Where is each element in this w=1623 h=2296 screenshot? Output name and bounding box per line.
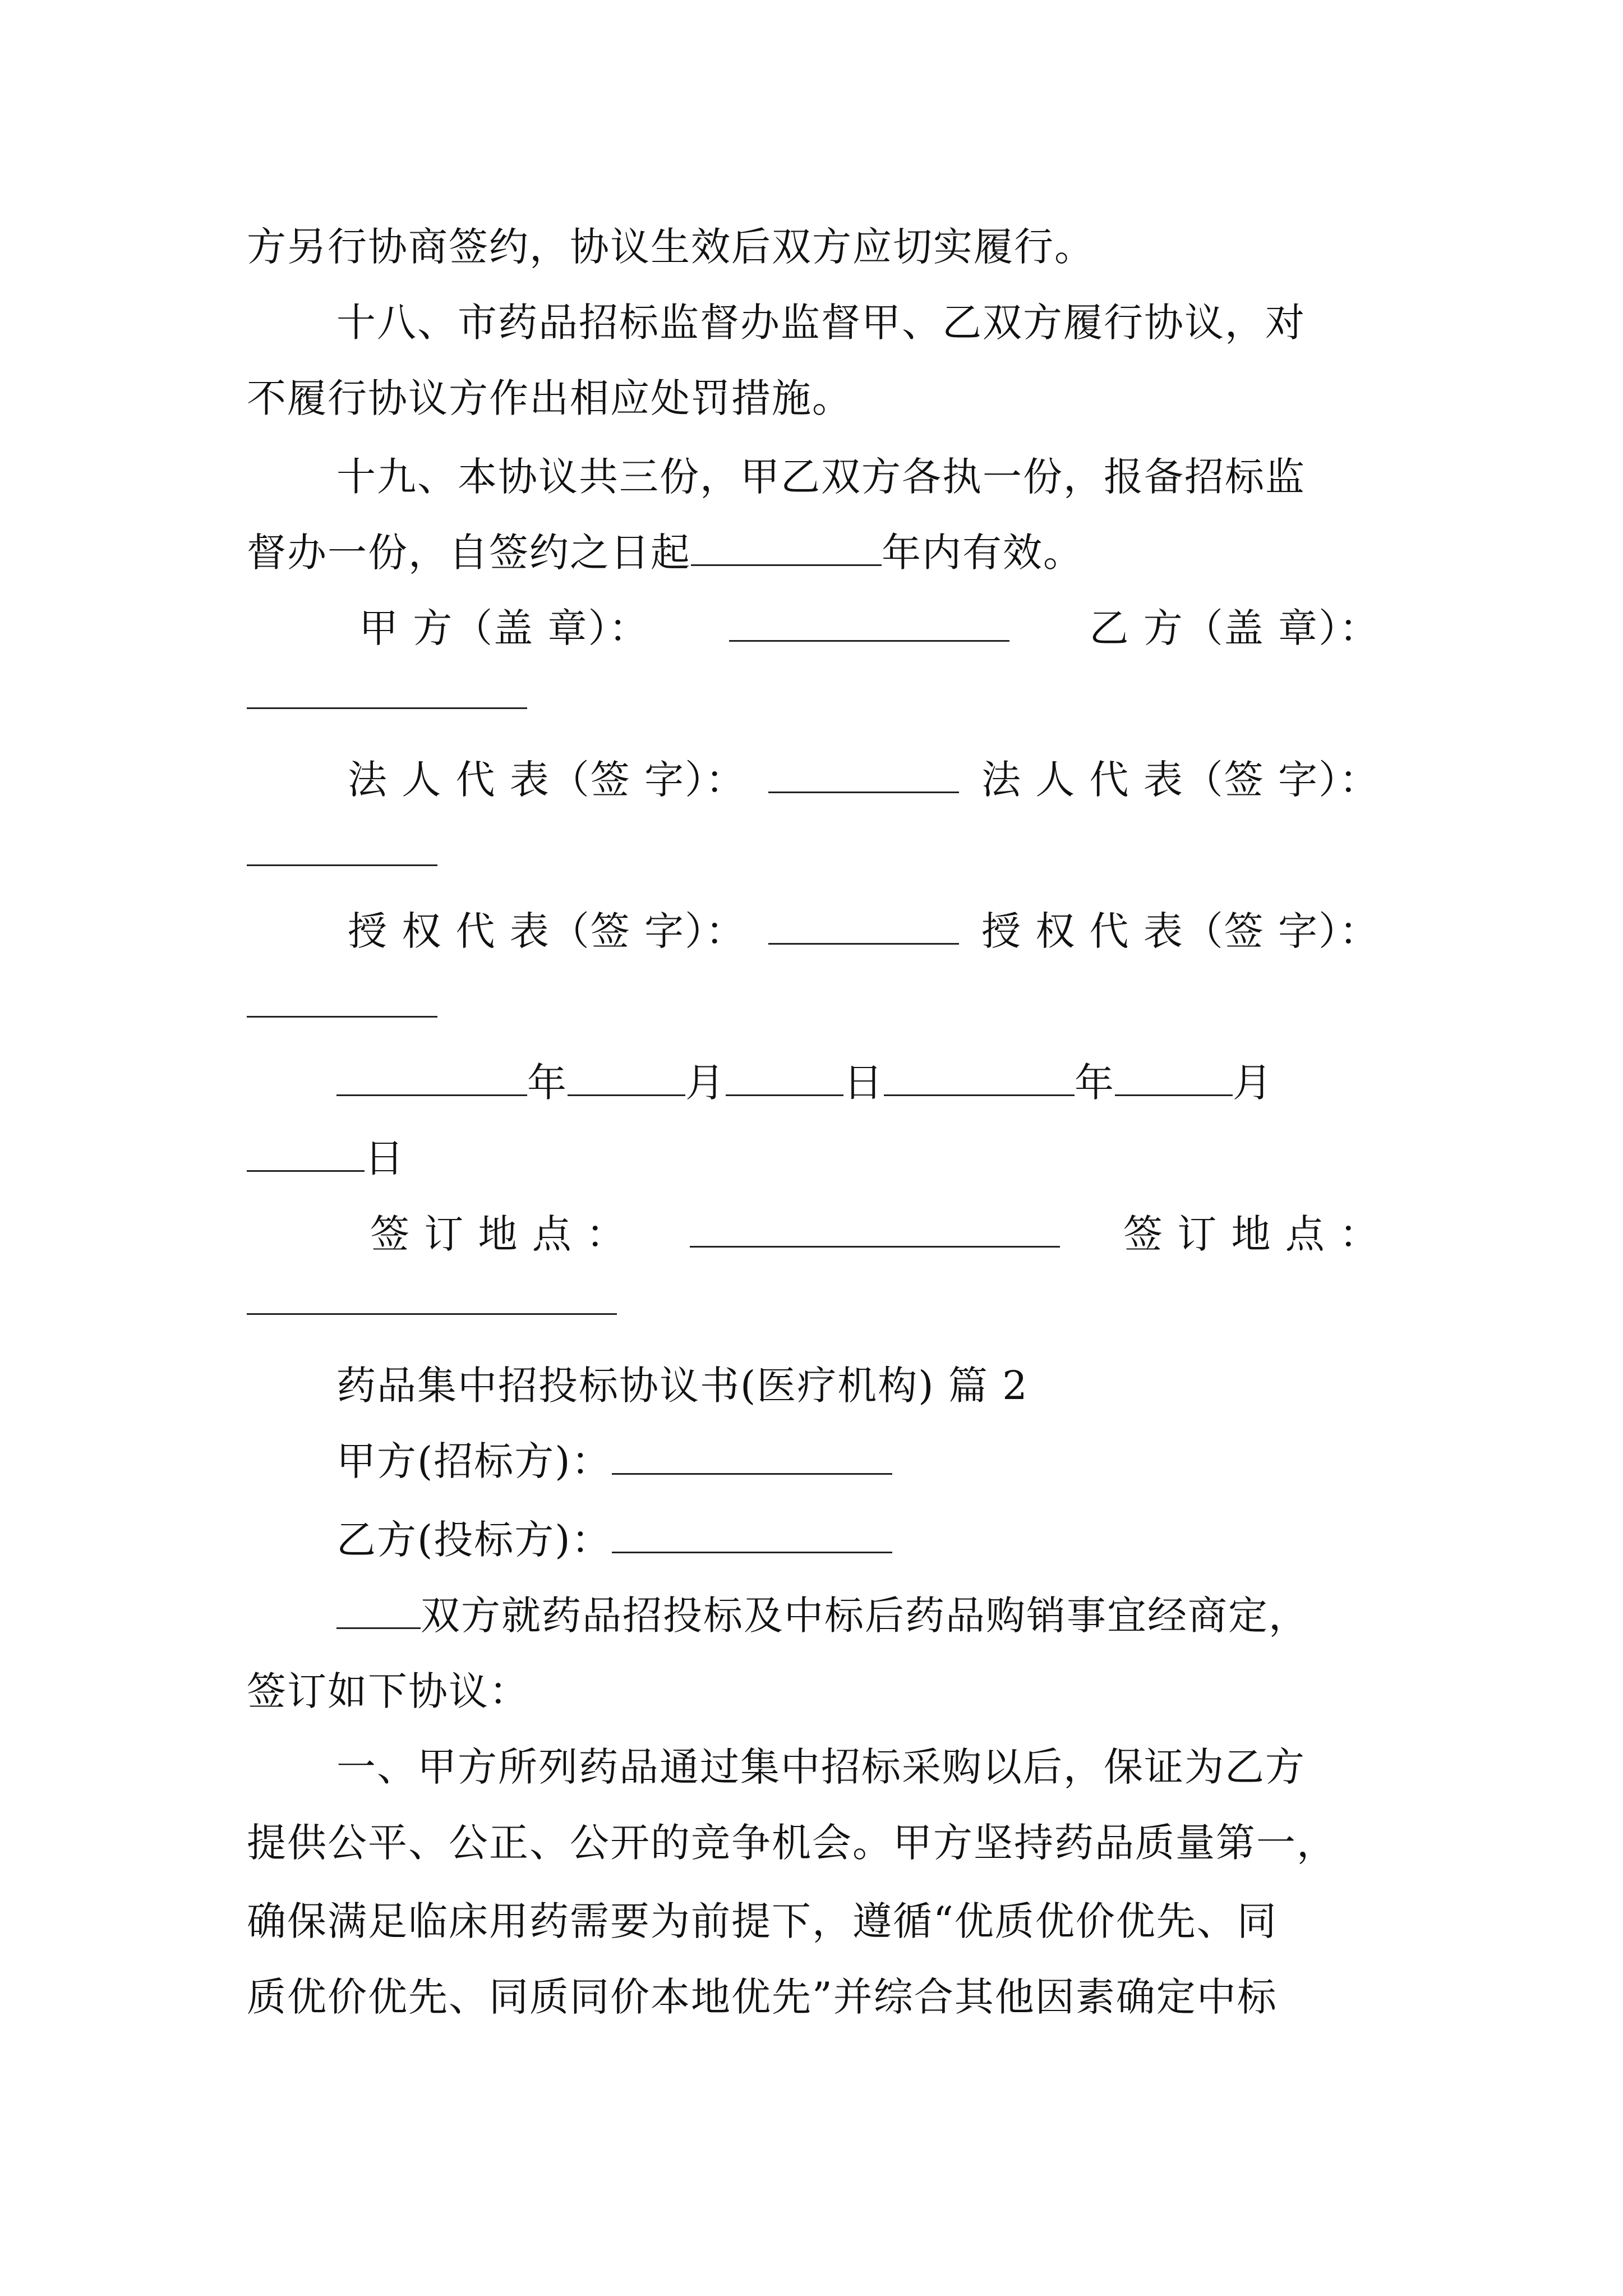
blank-line-row: [247, 668, 1380, 729]
paragraph-text: 督办一份，自签约之日起: [247, 530, 691, 576]
blank-line: [690, 1211, 1060, 1248]
section-title-text: 药品集中招投标协议书(医疗机构) 篇 2: [336, 1363, 1029, 1409]
blank-line: [247, 1278, 617, 1315]
blank-line: [247, 1135, 365, 1172]
party-b-seal-label: 乙 方（盖 章）：: [1089, 605, 1380, 651]
paragraph-text: 不履行协议方作出相应处罚措施。: [247, 375, 852, 421]
legal-rep-row: [348, 752, 1380, 813]
paragraph-text: 一、甲方所列药品通过集中招标采购以后，保证为乙方: [336, 1744, 1306, 1790]
paragraph-line: [247, 1893, 1380, 1955]
auth-rep-a-label: 授 权 代 表（签 字）：: [348, 908, 746, 954]
blank-line: [336, 1593, 421, 1629]
paragraph-text: 提供公平、公正、公开的竞争机会。甲方坚持药品质量第一，: [247, 1820, 1337, 1866]
paragraph-text: 十八、市药品招标监督办监督甲、乙双方履行协议，对: [336, 300, 1306, 346]
blank-line: [336, 1060, 527, 1096]
paragraph-text: 质优价优先、同质同价本地优先”并综合其他因素确定中标: [247, 1974, 1278, 2020]
blank-line-row: [247, 825, 1380, 886]
paragraph-line: [336, 295, 1380, 356]
day-label: 日: [843, 1060, 884, 1106]
place-row: [370, 1206, 1380, 1268]
place-b-label: 签 订 地 点 ：: [1123, 1211, 1380, 1257]
paragraph-text: 十九、本协议共三份，甲乙双方各执一份，报备招标监: [336, 454, 1306, 500]
blank-line: [247, 830, 437, 866]
paragraph-line: [247, 370, 1380, 432]
day-label: 日: [365, 1135, 405, 1181]
blank-line: [729, 605, 1009, 642]
auth-rep-b-label: 授 权 代 表（签 字）：: [981, 908, 1380, 954]
paragraph-line: [336, 449, 1380, 510]
blank-line: [568, 1060, 685, 1096]
blank-line-row: [247, 1273, 1380, 1335]
party-b-line: [336, 1512, 1380, 1573]
party-a-line: [336, 1433, 1380, 1495]
paragraph-line: [247, 219, 1380, 280]
seal-row: [359, 600, 1380, 662]
paragraph-text: 双方就药品招投标及中标后药品购销事宜经商定，: [421, 1593, 1309, 1639]
blank-line: [247, 673, 527, 709]
legal-rep-b-label: 法 人 代 表（签 字）：: [981, 757, 1380, 803]
auth-rep-row: [348, 903, 1380, 965]
blank-line: [1115, 1060, 1233, 1096]
year-label: 年: [1075, 1060, 1115, 1106]
paragraph-line: [247, 524, 1380, 586]
paragraph-line: [336, 1588, 1380, 1649]
year-label: 年: [527, 1060, 568, 1106]
paragraph-line: [247, 1663, 1380, 1725]
blank-line: [247, 981, 437, 1018]
date-row: [336, 1055, 1380, 1116]
paragraph-text: 确保满足临床用药需要为前提下，遵循“优质优价优先、同: [247, 1898, 1278, 1944]
paragraph-line: [247, 1969, 1380, 2031]
blank-line: [768, 908, 959, 945]
place-a-label: 签 订 地 点 ：: [370, 1211, 627, 1257]
blank-line: [691, 530, 882, 566]
blank-line-row: [247, 976, 1380, 1038]
paragraph-line: [336, 1739, 1380, 1801]
blank-line: [726, 1060, 843, 1096]
party-a-label: 甲方(招标方)：: [336, 1438, 612, 1484]
blank-line: [884, 1060, 1075, 1096]
date-row-cont: [247, 1130, 1380, 1192]
party-b-label: 乙方(投标方)：: [336, 1517, 612, 1563]
blank-line: [612, 1517, 892, 1553]
paragraph-text: 签订如下协议：: [247, 1668, 529, 1714]
paragraph-text: 方另行协商签约，协议生效后双方应切实履行。: [247, 224, 1095, 270]
blank-line: [768, 757, 959, 793]
blank-line: [612, 1438, 892, 1475]
paragraph-text: 年内有效。: [882, 530, 1083, 576]
party-a-seal-label: 甲 方（盖 章）：: [359, 605, 649, 651]
month-label: 月: [685, 1060, 726, 1106]
paragraph-line: [247, 1815, 1380, 1876]
legal-rep-a-label: 法 人 代 表（签 字）：: [348, 757, 746, 803]
section-title: [336, 1358, 1380, 1419]
month-label: 月: [1233, 1060, 1273, 1106]
